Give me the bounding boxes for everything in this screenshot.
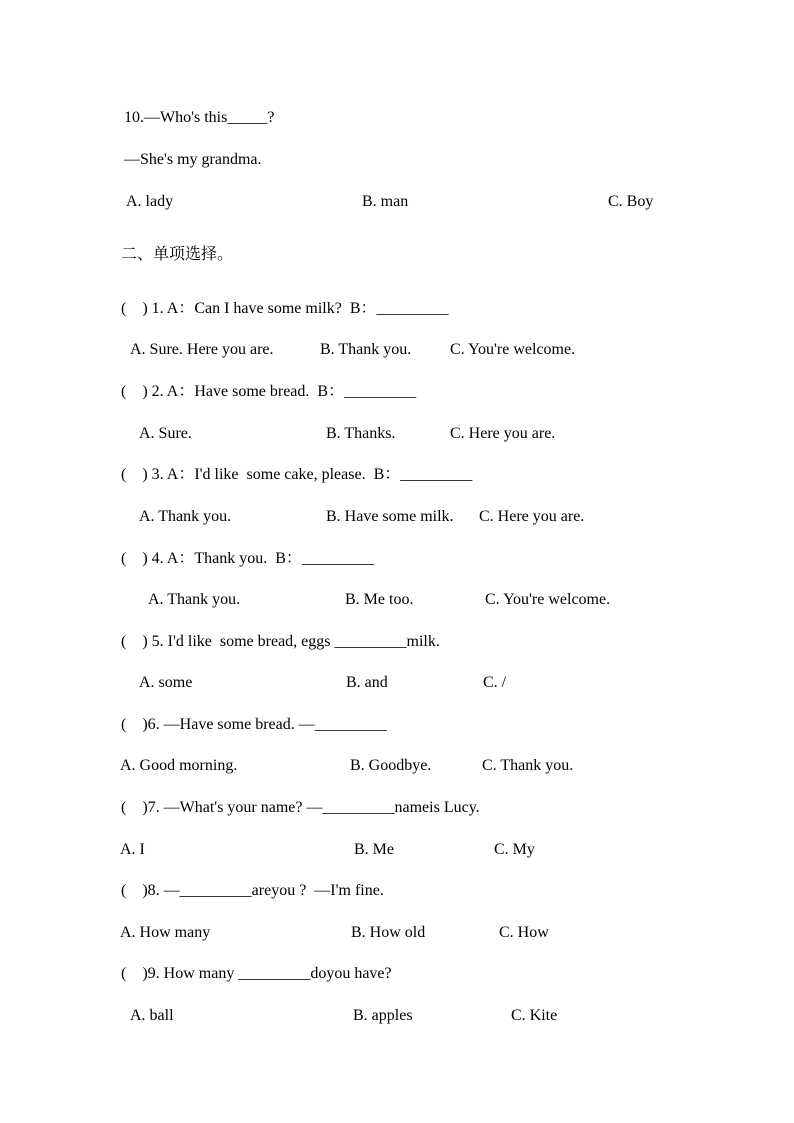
option-c: C. You're welcome. — [450, 341, 576, 358]
question-7: ( )7. —What's your name? —_________nameis Lucy. — [121, 799, 480, 816]
question-10: 10.—Who's this_____? — [124, 109, 275, 126]
option-a: A. Good morning. — [120, 757, 238, 774]
option-b: B. Goodbye. — [350, 757, 432, 774]
option-a: A. some — [139, 674, 193, 691]
option-c: C. / — [483, 674, 507, 691]
option-c: C. Here you are. — [450, 425, 556, 442]
option-b: B. Have some milk. — [326, 508, 454, 525]
question-1: ( ) 1. A：Can I have some milk? B：_________ — [121, 300, 449, 317]
section-heading: 二、单项选择。 — [121, 244, 234, 263]
option-a: A. Sure. — [139, 425, 192, 442]
question-6: ( )6. —Have some bread. —_________ — [121, 716, 387, 733]
option-c: C. How — [499, 924, 549, 941]
option-c: C. Boy — [608, 193, 654, 210]
question-10-answer: —She's my grandma. — [124, 151, 262, 168]
option-b: B. Thanks. — [326, 425, 396, 442]
option-c: C. You're welcome. — [485, 591, 611, 608]
option-a: A. lady — [126, 193, 174, 210]
option-b: B. man — [362, 193, 409, 210]
option-a: A. How many — [120, 924, 211, 941]
option-a: A. Thank you. — [139, 508, 232, 525]
option-b: B. Me — [354, 841, 394, 858]
option-a: A. ball — [130, 1007, 174, 1024]
option-b: B. Me too. — [345, 591, 414, 608]
option-a: A. Thank you. — [148, 591, 241, 608]
question-2: ( ) 2. A：Have some bread. B：_________ — [121, 383, 417, 400]
option-a: A. Sure. Here you are. — [130, 341, 274, 358]
option-c: C. Here you are. — [479, 508, 585, 525]
option-b: B. How old — [351, 924, 426, 941]
option-b: B. Thank you. — [320, 341, 412, 358]
question-8: ( )8. —_________areyou ? —I'm fine. — [121, 882, 384, 899]
question-5: ( ) 5. I'd like some bread, eggs _________milk. — [121, 633, 440, 650]
option-c: C. My — [494, 841, 535, 858]
option-b: B. apples — [353, 1007, 413, 1024]
option-b: B. and — [346, 674, 388, 691]
question-4: ( ) 4. A：Thank you. B：_________ — [121, 550, 374, 567]
option-a: A. I — [120, 841, 145, 858]
question-9: ( )9. How many _________doyou have? — [121, 965, 392, 982]
option-c: C. Thank you. — [482, 757, 574, 774]
option-c: C. Kite — [511, 1007, 558, 1024]
question-3: ( ) 3. A：I'd like some cake, please. B：_________ — [121, 466, 473, 483]
